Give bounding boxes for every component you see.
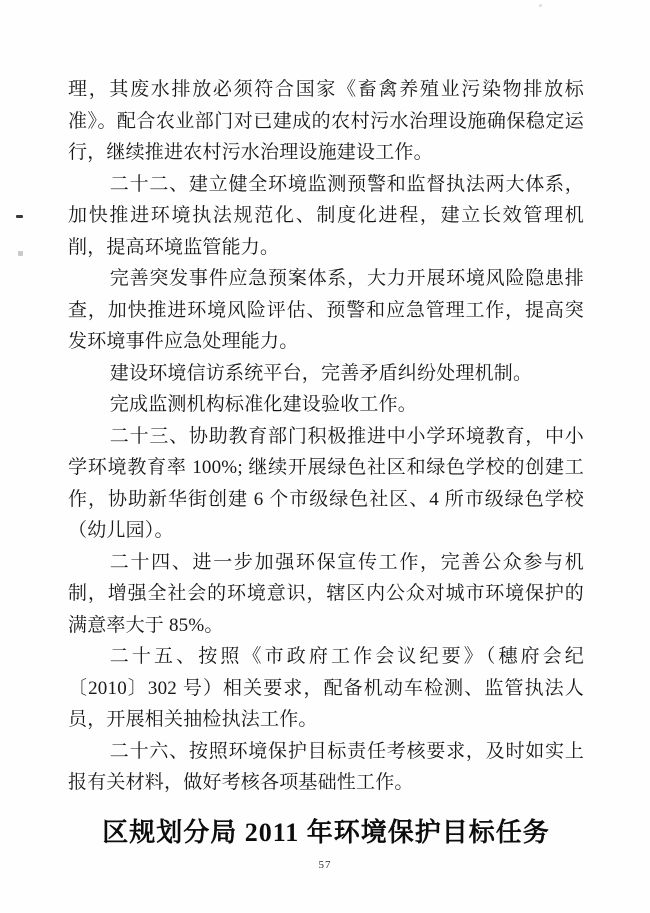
body-paragraph: 二十六、按照环境保护目标责任考核要求，及时如实上报有关材料，做好考核各项基础性工作。 — [68, 740, 584, 793]
body-paragraph: 理，其废水排放必须符合国家《畜禽养殖业污染物排放标准》。配合农业部门对已建成的农村污水治理设施确保稳定运行，继续推进农村污水治理设施建设工作。 — [68, 79, 584, 163]
body-paragraph: 二十三、协助教育部门积极推进中小学环境教育，中小学环境教育率 100%; 继续开展绿色社区和绿色学校的创建工作，协助新华街创建 6 个市级绿色社区、4 所市级绿色学校（幼儿园）。 — [68, 425, 584, 541]
body-paragraph: 二十五、按照《市政府工作会议纪要》（穗府会纪〔2010〕302 号）相关要求，配备机动车检测、监管执法人员，开展相关抽检执法工作。 — [68, 646, 584, 730]
body-paragraph: 二十二、建立健全环境监测预警和监督执法两大体系，加快推进环境执法规范化、制度化进程，建立长效管理机削，提高环境监管能力。 — [68, 173, 584, 258]
body-paragraph: 完成监测机构标准化建设验收工作。 — [109, 394, 417, 415]
scan-artifact-mark — [539, 4, 542, 7]
document-text-block — [68, 74, 584, 853]
body-paragraph: 二十四、进一步加强环保宣传工作，完善公众参与机制，增强全社会的环境意识，辖区内公众对城市环境保护的满意率大于 85%。 — [68, 551, 584, 636]
scan-artifact-mark — [16, 215, 23, 218]
page-number: 57 — [318, 859, 332, 871]
body-paragraph: 建设环境信访系统平台，完善矛盾纠纷处理机制。 — [109, 362, 533, 384]
body-paragraph: 完善突发事件应急预案体系，大力开展环境风险隐患排查，加快推进环境风险评估、预警和应急管理工作，提高突发环境事件应急处理能力。 — [68, 268, 584, 352]
section-heading: 区规划分局 2011 年环境保护目标任务 — [102, 817, 550, 847]
scan-artifact-mark — [18, 251, 23, 256]
